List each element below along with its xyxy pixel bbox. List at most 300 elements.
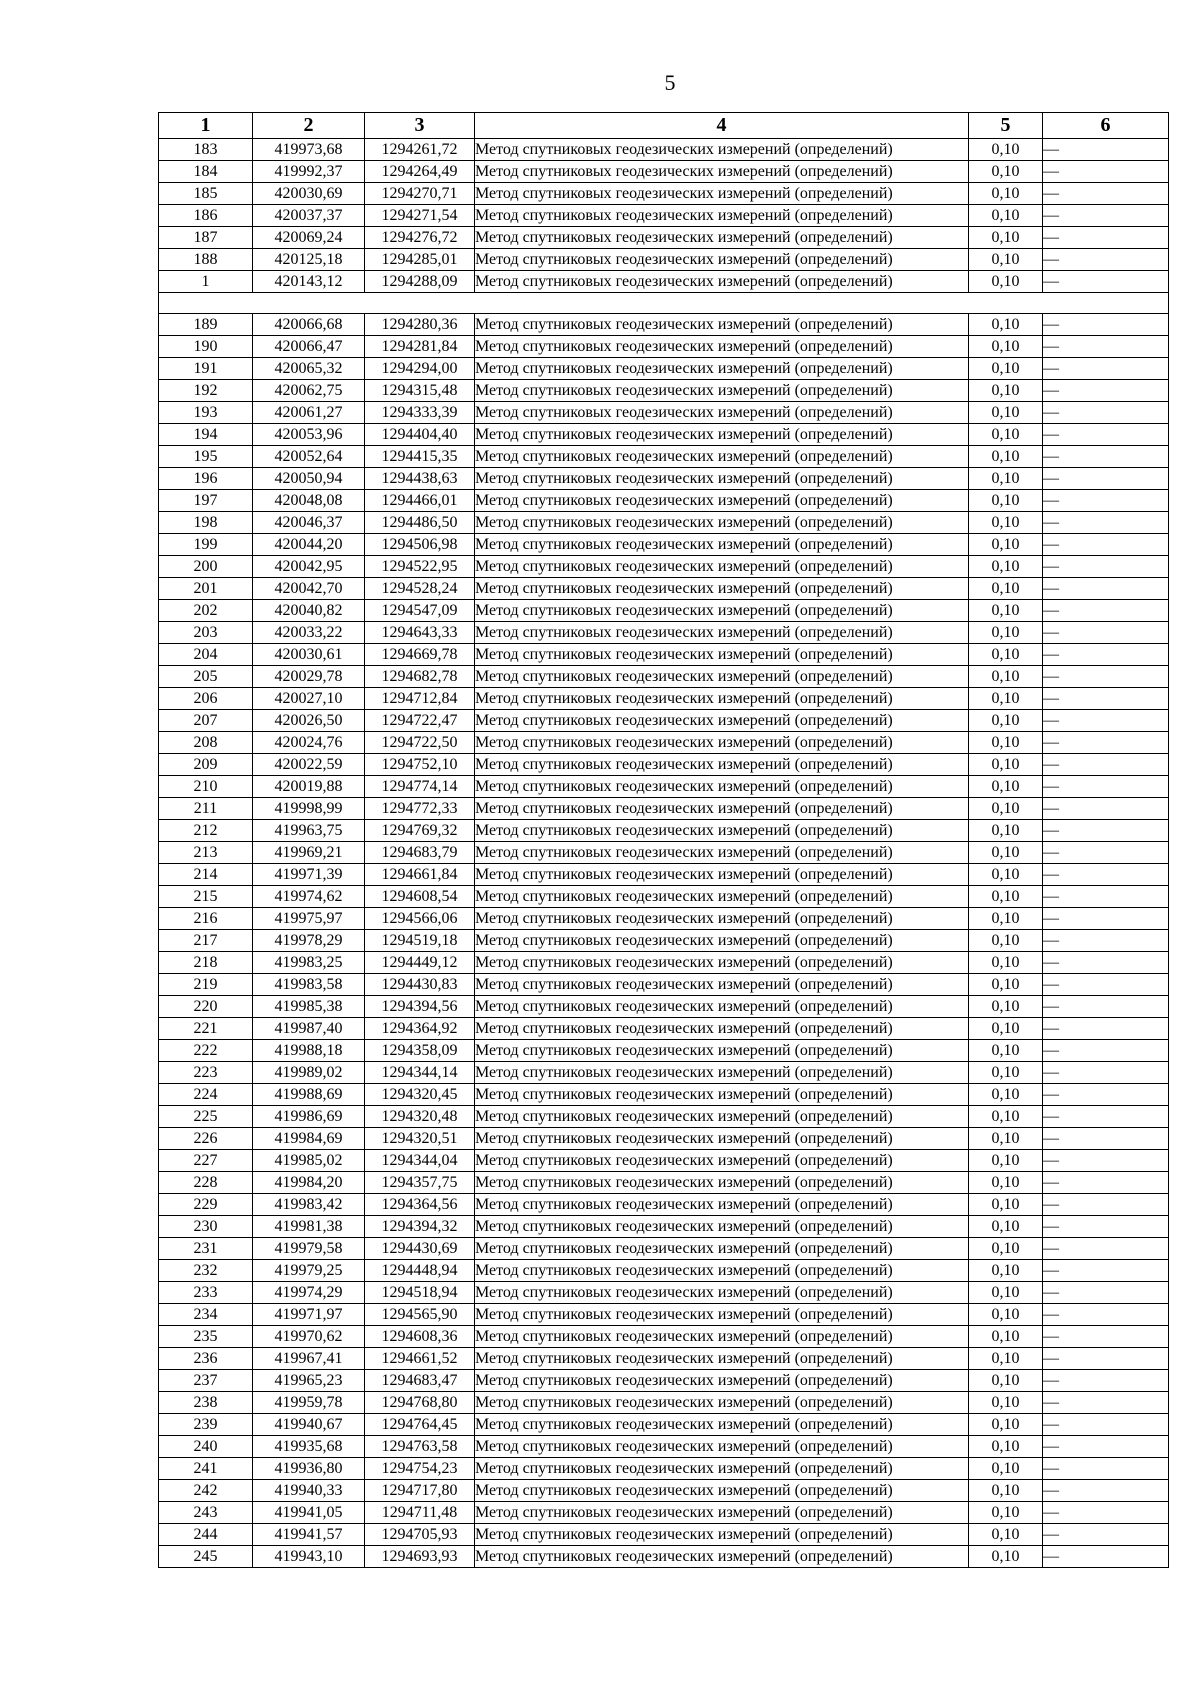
coord-x: 420061,27	[253, 402, 365, 424]
coord-y: 1294358,09	[365, 1040, 475, 1062]
coord-x: 419974,29	[253, 1282, 365, 1304]
coord-y: 1294519,18	[365, 930, 475, 952]
point-number: 235	[159, 1326, 253, 1348]
note-cell: —	[1043, 996, 1169, 1018]
table-row	[159, 1436, 1169, 1458]
coord-y: 1294357,75	[365, 1172, 475, 1194]
table-row	[159, 688, 1169, 710]
table-row	[159, 1216, 1169, 1238]
point-number: 203	[159, 622, 253, 644]
method-cell: Метод спутниковых геодезических измерений (определений)	[475, 1062, 969, 1084]
coord-y: 1294276,72	[365, 227, 475, 249]
page-number: 5	[664, 70, 676, 95]
point-number: 188	[159, 249, 253, 271]
coord-y: 1294566,06	[365, 908, 475, 930]
coord-x: 419975,97	[253, 908, 365, 930]
table-row	[159, 490, 1169, 512]
accuracy-cell: 0,10	[969, 402, 1043, 424]
method-cell: Метод спутниковых геодезических измерений (определений)	[475, 1348, 969, 1370]
coord-y: 1294288,09	[365, 271, 475, 293]
point-number: 196	[159, 468, 253, 490]
table-row	[159, 512, 1169, 534]
coord-y: 1294661,52	[365, 1348, 475, 1370]
coord-y: 1294669,78	[365, 644, 475, 666]
coord-x: 420029,78	[253, 666, 365, 688]
coord-x: 419971,97	[253, 1304, 365, 1326]
table-row	[159, 227, 1169, 249]
coord-x: 419940,67	[253, 1414, 365, 1436]
method-cell: Метод спутниковых геодезических измерений (определений)	[475, 864, 969, 886]
accuracy-cell: 0,10	[969, 380, 1043, 402]
method-cell: Метод спутниковых геодезических измерений (определений)	[475, 1480, 969, 1502]
method-cell: Метод спутниковых геодезических измерений (определений)	[475, 314, 969, 336]
coord-y: 1294430,69	[365, 1238, 475, 1260]
note-cell: —	[1043, 710, 1169, 732]
note-cell: —	[1043, 380, 1169, 402]
note-cell: —	[1043, 139, 1169, 161]
point-number: 221	[159, 1018, 253, 1040]
coord-x: 419983,25	[253, 952, 365, 974]
note-cell: —	[1043, 644, 1169, 666]
note-cell: —	[1043, 490, 1169, 512]
accuracy-cell: 0,10	[969, 139, 1043, 161]
accuracy-cell: 0,10	[969, 798, 1043, 820]
accuracy-cell: 0,10	[969, 732, 1043, 754]
method-cell: Метод спутниковых геодезических измерений (определений)	[475, 1502, 969, 1524]
accuracy-cell: 0,10	[969, 556, 1043, 578]
header-col-1: 1	[159, 113, 253, 139]
method-cell: Метод спутниковых геодезических измерений (определений)	[475, 644, 969, 666]
coord-x: 419935,68	[253, 1436, 365, 1458]
accuracy-cell: 0,10	[969, 512, 1043, 534]
point-number: 207	[159, 710, 253, 732]
coord-x: 420065,32	[253, 358, 365, 380]
method-cell: Метод спутниковых геодезических измерений (определений)	[475, 886, 969, 908]
coord-x: 420066,68	[253, 314, 365, 336]
coord-x: 419986,69	[253, 1106, 365, 1128]
coord-y: 1294364,92	[365, 1018, 475, 1040]
method-cell: Метод спутниковых геодезических измерений (определений)	[475, 1150, 969, 1172]
accuracy-cell: 0,10	[969, 1480, 1043, 1502]
note-cell: —	[1043, 1370, 1169, 1392]
point-number: 220	[159, 996, 253, 1018]
coord-y: 1294717,80	[365, 1480, 475, 1502]
accuracy-cell: 0,10	[969, 930, 1043, 952]
header-col-6: 6	[1043, 113, 1169, 139]
accuracy-cell: 0,10	[969, 468, 1043, 490]
method-cell: Метод спутниковых геодезических измерений (определений)	[475, 1128, 969, 1150]
accuracy-cell: 0,10	[969, 886, 1043, 908]
note-cell: —	[1043, 1150, 1169, 1172]
table-row	[159, 1414, 1169, 1436]
note-cell: —	[1043, 886, 1169, 908]
point-number: 245	[159, 1546, 253, 1568]
coord-y: 1294280,36	[365, 314, 475, 336]
coord-y: 1294394,56	[365, 996, 475, 1018]
note-cell: —	[1043, 1348, 1169, 1370]
accuracy-cell: 0,10	[969, 1084, 1043, 1106]
accuracy-cell: 0,10	[969, 908, 1043, 930]
method-cell: Метод спутниковых геодезических измерений (определений)	[475, 205, 969, 227]
coord-y: 1294415,35	[365, 446, 475, 468]
point-number: 193	[159, 402, 253, 424]
point-number: 238	[159, 1392, 253, 1414]
coord-x: 419943,10	[253, 1546, 365, 1568]
method-cell: Метод спутниковых геодезических измерений (определений)	[475, 1260, 969, 1282]
point-number: 225	[159, 1106, 253, 1128]
method-cell: Метод спутниковых геодезических измерений (определений)	[475, 358, 969, 380]
accuracy-cell: 0,10	[969, 1348, 1043, 1370]
note-cell: —	[1043, 1194, 1169, 1216]
table-row	[159, 534, 1169, 556]
note-cell: —	[1043, 1326, 1169, 1348]
note-cell: —	[1043, 798, 1169, 820]
note-cell: —	[1043, 732, 1169, 754]
point-number: 198	[159, 512, 253, 534]
point-number: 191	[159, 358, 253, 380]
table-row	[159, 1282, 1169, 1304]
coord-y: 1294294,00	[365, 358, 475, 380]
table-row	[159, 1370, 1169, 1392]
method-cell: Метод спутниковых геодезических измерений (определений)	[475, 139, 969, 161]
note-cell: —	[1043, 402, 1169, 424]
note-cell: —	[1043, 578, 1169, 600]
table-row	[159, 578, 1169, 600]
coord-y: 1294486,50	[365, 512, 475, 534]
note-cell: —	[1043, 864, 1169, 886]
accuracy-cell: 0,10	[969, 1502, 1043, 1524]
coord-x: 420026,50	[253, 710, 365, 732]
note-cell: —	[1043, 622, 1169, 644]
table-row	[159, 336, 1169, 358]
point-number: 194	[159, 424, 253, 446]
table-row	[159, 1392, 1169, 1414]
method-cell: Метод спутниковых геодезических измерений (определений)	[475, 1436, 969, 1458]
point-number: 229	[159, 1194, 253, 1216]
table-row	[159, 271, 1169, 293]
note-cell: —	[1043, 1260, 1169, 1282]
coord-x: 420050,94	[253, 468, 365, 490]
coord-y: 1294608,36	[365, 1326, 475, 1348]
accuracy-cell: 0,10	[969, 622, 1043, 644]
point-number: 183	[159, 139, 253, 161]
point-number: 242	[159, 1480, 253, 1502]
table-row	[159, 556, 1169, 578]
method-cell: Метод спутниковых геодезических измерений (определений)	[475, 1370, 969, 1392]
coord-x: 419940,33	[253, 1480, 365, 1502]
table-header-row	[159, 113, 1169, 139]
coord-x: 419985,02	[253, 1150, 365, 1172]
coord-y: 1294448,94	[365, 1260, 475, 1282]
note-cell: —	[1043, 842, 1169, 864]
table-row	[159, 1546, 1169, 1568]
table-row	[159, 139, 1169, 161]
accuracy-cell: 0,10	[969, 490, 1043, 512]
table-row	[159, 1194, 1169, 1216]
note-cell: —	[1043, 1480, 1169, 1502]
table-row	[159, 314, 1169, 336]
note-cell: —	[1043, 358, 1169, 380]
point-number: 237	[159, 1370, 253, 1392]
coord-x: 419963,75	[253, 820, 365, 842]
coord-x: 419978,29	[253, 930, 365, 952]
note-cell: —	[1043, 1018, 1169, 1040]
table-row	[159, 1172, 1169, 1194]
point-number: 201	[159, 578, 253, 600]
coord-x: 419985,38	[253, 996, 365, 1018]
table-row	[159, 798, 1169, 820]
table-row	[159, 358, 1169, 380]
method-cell: Метод спутниковых геодезических измерений (определений)	[475, 666, 969, 688]
accuracy-cell: 0,10	[969, 974, 1043, 996]
coord-x: 419969,21	[253, 842, 365, 864]
table-row	[159, 886, 1169, 908]
coord-x: 419936,80	[253, 1458, 365, 1480]
method-cell: Метод спутниковых геодезических измерений (определений)	[475, 1018, 969, 1040]
point-number: 214	[159, 864, 253, 886]
coord-x: 419983,42	[253, 1194, 365, 1216]
accuracy-cell: 0,10	[969, 1018, 1043, 1040]
accuracy-cell: 0,10	[969, 666, 1043, 688]
note-cell: —	[1043, 161, 1169, 183]
table-row	[159, 600, 1169, 622]
method-cell: Метод спутниковых геодезических измерений (определений)	[475, 161, 969, 183]
note-cell: —	[1043, 1238, 1169, 1260]
coord-x: 420019,88	[253, 776, 365, 798]
note-cell: —	[1043, 424, 1169, 446]
method-cell: Метод спутниковых геодезических измерений (определений)	[475, 996, 969, 1018]
coord-y: 1294565,90	[365, 1304, 475, 1326]
table-row	[159, 644, 1169, 666]
table-row	[159, 468, 1169, 490]
table-row	[159, 1084, 1169, 1106]
method-cell: Метод спутниковых геодезических измерений (определений)	[475, 534, 969, 556]
point-number: 210	[159, 776, 253, 798]
accuracy-cell: 0,10	[969, 205, 1043, 227]
point-number: 227	[159, 1150, 253, 1172]
coord-y: 1294344,14	[365, 1062, 475, 1084]
coord-y: 1294752,10	[365, 754, 475, 776]
coord-y: 1294683,79	[365, 842, 475, 864]
point-number: 206	[159, 688, 253, 710]
coord-y: 1294271,54	[365, 205, 475, 227]
coord-x: 419988,69	[253, 1084, 365, 1106]
table-row	[159, 1238, 1169, 1260]
coord-y: 1294769,32	[365, 820, 475, 842]
accuracy-cell: 0,10	[969, 1172, 1043, 1194]
coord-x: 420024,76	[253, 732, 365, 754]
accuracy-cell: 0,10	[969, 161, 1043, 183]
coord-y: 1294682,78	[365, 666, 475, 688]
method-cell: Метод спутниковых геодезических измерений (определений)	[475, 1040, 969, 1062]
note-cell: —	[1043, 776, 1169, 798]
accuracy-cell: 0,10	[969, 1194, 1043, 1216]
coord-x: 420040,82	[253, 600, 365, 622]
coord-x: 419965,23	[253, 1370, 365, 1392]
method-cell: Метод спутниковых геодезических измерений (определений)	[475, 1194, 969, 1216]
table-row	[159, 974, 1169, 996]
point-number: 209	[159, 754, 253, 776]
point-number: 211	[159, 798, 253, 820]
method-cell: Метод спутниковых геодезических измерений (определений)	[475, 271, 969, 293]
coord-x: 419970,62	[253, 1326, 365, 1348]
accuracy-cell: 0,10	[969, 227, 1043, 249]
coord-x: 420143,12	[253, 271, 365, 293]
coord-y: 1294364,56	[365, 1194, 475, 1216]
point-number: 215	[159, 886, 253, 908]
header-col-2: 2	[253, 113, 365, 139]
coord-y: 1294774,14	[365, 776, 475, 798]
accuracy-cell: 0,10	[969, 249, 1043, 271]
point-number: 216	[159, 908, 253, 930]
coord-x: 419998,99	[253, 798, 365, 820]
accuracy-cell: 0,10	[969, 446, 1043, 468]
note-cell: —	[1043, 1040, 1169, 1062]
table-row	[159, 1458, 1169, 1480]
point-number: 228	[159, 1172, 253, 1194]
accuracy-cell: 0,10	[969, 644, 1043, 666]
table-row	[159, 1040, 1169, 1062]
method-cell: Метод спутниковых геодезических измерений (определений)	[475, 424, 969, 446]
method-cell: Метод спутниковых геодезических измерений (определений)	[475, 732, 969, 754]
note-cell: —	[1043, 1436, 1169, 1458]
point-number: 217	[159, 930, 253, 952]
note-cell: —	[1043, 1458, 1169, 1480]
coord-x: 419941,57	[253, 1524, 365, 1546]
note-cell: —	[1043, 227, 1169, 249]
accuracy-cell: 0,10	[969, 710, 1043, 732]
table-row	[159, 446, 1169, 468]
coord-x: 420030,69	[253, 183, 365, 205]
table-row	[159, 952, 1169, 974]
coord-y: 1294466,01	[365, 490, 475, 512]
coord-y: 1294661,84	[365, 864, 475, 886]
note-cell: —	[1043, 1084, 1169, 1106]
header-col-4: 4	[475, 113, 969, 139]
table-row	[159, 842, 1169, 864]
method-cell: Метод спутниковых геодезических измерений (определений)	[475, 754, 969, 776]
note-cell: —	[1043, 512, 1169, 534]
table-row	[159, 820, 1169, 842]
table-row	[159, 666, 1169, 688]
coord-y: 1294430,83	[365, 974, 475, 996]
note-cell: —	[1043, 688, 1169, 710]
coord-x: 420052,64	[253, 446, 365, 468]
note-cell: —	[1043, 1524, 1169, 1546]
note-cell: —	[1043, 314, 1169, 336]
accuracy-cell: 0,10	[969, 1062, 1043, 1084]
coord-y: 1294608,54	[365, 886, 475, 908]
point-number: 202	[159, 600, 253, 622]
accuracy-cell: 0,10	[969, 952, 1043, 974]
coord-x: 419992,37	[253, 161, 365, 183]
accuracy-cell: 0,10	[969, 578, 1043, 600]
coord-x: 420125,18	[253, 249, 365, 271]
table-row	[159, 380, 1169, 402]
accuracy-cell: 0,10	[969, 1326, 1043, 1348]
point-number: 212	[159, 820, 253, 842]
accuracy-cell: 0,10	[969, 1304, 1043, 1326]
method-cell: Метод спутниковых геодезических измерений (определений)	[475, 512, 969, 534]
coord-x: 420044,20	[253, 534, 365, 556]
accuracy-cell: 0,10	[969, 1370, 1043, 1392]
table-row	[159, 1106, 1169, 1128]
point-number: 205	[159, 666, 253, 688]
method-cell: Метод спутниковых геодезических измерений (определений)	[475, 183, 969, 205]
point-number: 222	[159, 1040, 253, 1062]
table-row	[159, 732, 1169, 754]
coord-x: 420066,47	[253, 336, 365, 358]
note-cell: —	[1043, 1106, 1169, 1128]
coord-y: 1294722,47	[365, 710, 475, 732]
point-number: 187	[159, 227, 253, 249]
point-number: 240	[159, 1436, 253, 1458]
note-cell: —	[1043, 205, 1169, 227]
note-cell: —	[1043, 1414, 1169, 1436]
note-cell: —	[1043, 952, 1169, 974]
table-row	[159, 1062, 1169, 1084]
table-row	[159, 249, 1169, 271]
coord-y: 1294404,40	[365, 424, 475, 446]
coord-x: 420042,70	[253, 578, 365, 600]
coord-y: 1294763,58	[365, 1436, 475, 1458]
accuracy-cell: 0,10	[969, 336, 1043, 358]
method-cell: Метод спутниковых геодезических измерений (определений)	[475, 776, 969, 798]
method-cell: Метод спутниковых геодезических измерений (определений)	[475, 1458, 969, 1480]
coord-y: 1294320,45	[365, 1084, 475, 1106]
method-cell: Метод спутниковых геодезических измерений (определений)	[475, 1216, 969, 1238]
accuracy-cell: 0,10	[969, 271, 1043, 293]
coord-y: 1294643,33	[365, 622, 475, 644]
coord-y: 1294768,80	[365, 1392, 475, 1414]
point-number: 230	[159, 1216, 253, 1238]
coord-y: 1294522,95	[365, 556, 475, 578]
table-row	[159, 1304, 1169, 1326]
method-cell: Метод спутниковых геодезических измерений (определений)	[475, 556, 969, 578]
method-cell: Метод спутниковых геодезических измерений (определений)	[475, 1524, 969, 1546]
coord-y: 1294722,50	[365, 732, 475, 754]
table-row	[159, 1018, 1169, 1040]
method-cell: Метод спутниковых геодезических измерений (определений)	[475, 468, 969, 490]
method-cell: Метод спутниковых геодезических измерений (определений)	[475, 842, 969, 864]
coord-x: 420030,61	[253, 644, 365, 666]
accuracy-cell: 0,10	[969, 820, 1043, 842]
point-number: 219	[159, 974, 253, 996]
note-cell: —	[1043, 446, 1169, 468]
note-cell: —	[1043, 1128, 1169, 1150]
point-number: 184	[159, 161, 253, 183]
table-body	[159, 139, 1169, 1568]
coord-x: 419979,25	[253, 1260, 365, 1282]
accuracy-cell: 0,10	[969, 600, 1043, 622]
accuracy-cell: 0,10	[969, 1392, 1043, 1414]
table-row	[159, 1348, 1169, 1370]
coord-x: 420027,10	[253, 688, 365, 710]
accuracy-cell: 0,10	[969, 358, 1043, 380]
coord-y: 1294315,48	[365, 380, 475, 402]
header-col-3: 3	[365, 113, 475, 139]
method-cell: Метод спутниковых геодезических измерений (определений)	[475, 380, 969, 402]
coord-y: 1294320,51	[365, 1128, 475, 1150]
note-cell: —	[1043, 1216, 1169, 1238]
coord-x: 420042,95	[253, 556, 365, 578]
accuracy-cell: 0,10	[969, 688, 1043, 710]
note-cell: —	[1043, 468, 1169, 490]
header-col-5: 5	[969, 113, 1043, 139]
method-cell: Метод спутниковых геодезических измерений (определений)	[475, 1172, 969, 1194]
method-cell: Метод спутниковых геодезических измерений (определений)	[475, 490, 969, 512]
accuracy-cell: 0,10	[969, 842, 1043, 864]
